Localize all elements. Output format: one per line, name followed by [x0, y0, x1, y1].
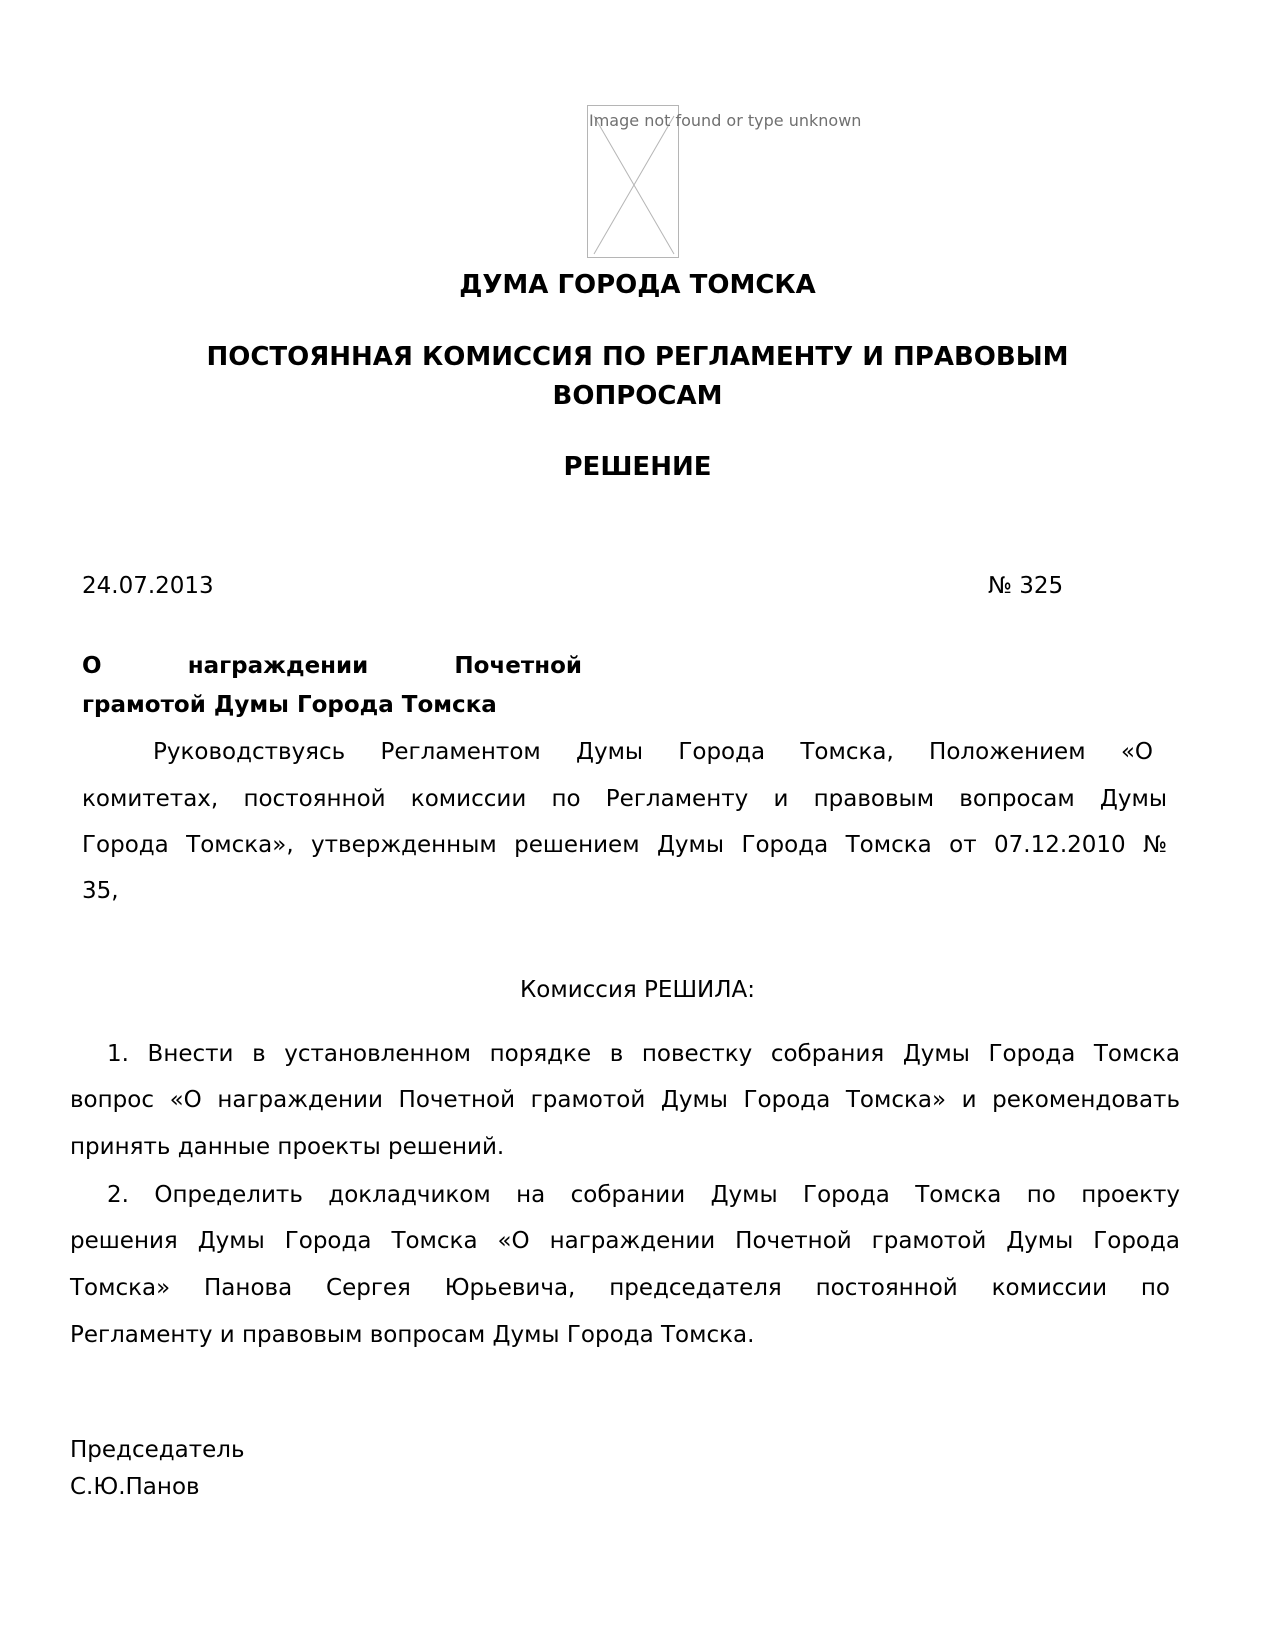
decision-item-line: 1. Внести в установленном порядке в повестку собрания Думы Города Томска: [107, 1041, 1180, 1067]
commission-title-line2: ВОПРОСАМ: [552, 381, 723, 411]
decision-item-line: Регламенту и правовым вопросам Думы Города Томска.: [70, 1322, 755, 1348]
decision-item-line: решения Думы Города Томска «О награждении Почетной грамотой Думы Города: [70, 1228, 1180, 1254]
document-type: РЕШЕНИЕ: [563, 452, 712, 482]
preamble-line: комитетах, постоянной комиссии по Регламенту и правовым вопросам Думы: [82, 786, 1167, 812]
document-number: № 325: [988, 573, 1064, 599]
preamble-line: 35,: [82, 878, 119, 904]
decision-item-line: принять данные проекты решений.: [70, 1134, 505, 1160]
subject-word: Почетной: [454, 653, 582, 679]
image-alt-text: Image not found or type unknown: [589, 111, 862, 130]
document-subject: [82, 647, 582, 725]
org-title: ДУМА ГОРОДА ТОМСКА: [459, 270, 816, 300]
commission-title-line1: ПОСТОЯННАЯ КОМИССИЯ ПО РЕГЛАМЕНТУ И ПРАВОВЫМ: [206, 342, 1069, 372]
commission-title: [0, 338, 1275, 416]
preamble-line: Руководствуясь Регламентом Думы Города Томска, Положением «О: [153, 739, 1153, 765]
subject-line1: [82, 647, 582, 686]
decision-item-line: 2. Определить докладчиком на собрании Думы Города Томска по проекту: [107, 1182, 1180, 1208]
decision-item-line: Томска» Панова Сергея Юрьевича, председателя постоянной комиссии по: [70, 1275, 1170, 1301]
document-date: 24.07.2013: [82, 573, 214, 599]
subject-word: награждении: [187, 653, 369, 679]
decision-heading: Комиссия РЕШИЛА:: [519, 977, 756, 1003]
subject-line2: грамотой Думы Города Томска: [82, 692, 497, 718]
signature-name: С.Ю.Панов: [70, 1474, 200, 1500]
decision-item-line: вопрос «О награждении Почетной грамотой Думы Города Томска» и рекомендовать: [70, 1087, 1180, 1113]
preamble-line: Города Томска», утвержденным решением Думы Города Томска от 07.12.2010 №: [82, 832, 1167, 858]
subject-word: О: [82, 653, 102, 679]
signature-title: Председатель: [70, 1437, 245, 1463]
